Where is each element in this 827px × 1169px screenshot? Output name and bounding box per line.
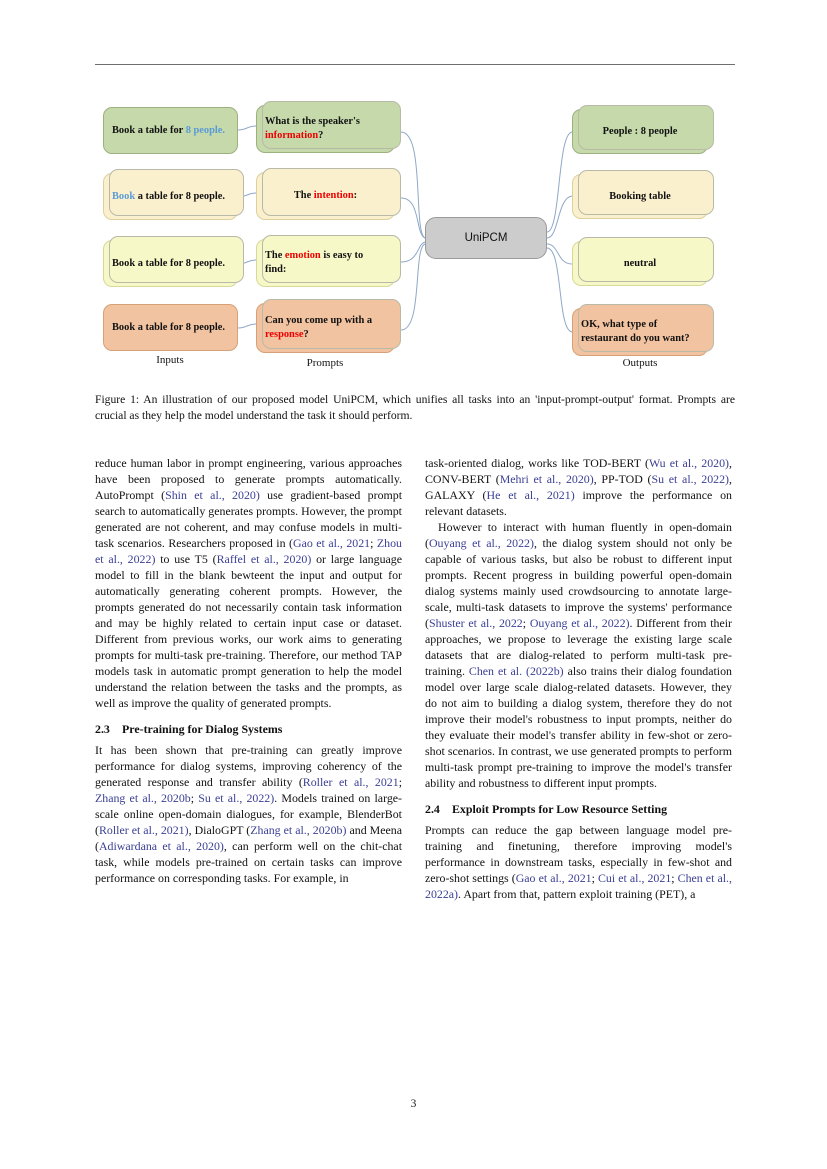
input-card-3-text: Book a table for 8 people. bbox=[112, 257, 225, 269]
section-title-2-4: Exploit Prompts for Low Resource Setting bbox=[452, 802, 668, 816]
prompt-card-3[interactable] bbox=[256, 239, 395, 287]
output-card-3[interactable] bbox=[572, 241, 708, 286]
section-heading-2-4 bbox=[425, 802, 732, 816]
output-card-1-text: People : 8 people bbox=[602, 125, 678, 137]
section-title-2-3: Pre-training for Dialog Systems bbox=[122, 722, 283, 736]
right-paragraph-3: Prompts can reduce the gap between language model pre-training and finetuning, therefore improving model's performance in downstream tasks, especially in few-shot and zero-shot settings (Gao et al., 2021; Cui et al., 2021; Chen et al., 2022a). Apart from that, pattern exploit training (PET), a bbox=[425, 823, 732, 902]
prompt-card-4[interactable] bbox=[256, 303, 395, 353]
figure-label-prompts: Prompts bbox=[306, 357, 344, 369]
prompt-card-1[interactable] bbox=[256, 105, 395, 153]
output-card-3-text: neutral bbox=[623, 257, 657, 269]
left-paragraph-2: It has been shown that pre-training can greatly improve performance for dialog systems, improving coherency of the generated response and transfer ability (Roller et al., 2021; Zhang et al., 2020b; Su et al., 2022). Models trained on large-scale online open-domain dialogues, for example, BlenderBot (Roller et al., 2021), DialoGPT (Zhang et al., 2020b) and Meena (Adiwardana et al., 2020), can perform well on the chit-chat task, while models pre-trained on certain tasks can improve performance on corresponding tasks. For example, in bbox=[95, 743, 403, 886]
input-card-3[interactable] bbox=[103, 240, 238, 287]
input-card-4-text: Book a table for 8 people. bbox=[112, 321, 225, 333]
body-column-right bbox=[425, 455, 732, 902]
figure-label-inputs: Inputs bbox=[156, 354, 184, 366]
model-node-label: UniPCM bbox=[464, 232, 508, 244]
figure-1 bbox=[95, 92, 740, 377]
section-heading-2-3 bbox=[95, 722, 402, 736]
figure-caption: Figure 1: An illustration of our proposed model UniPCM, which unifies all tasks into an 'input-prompt-output' format. Prompts are crucial as they help the model understand the task it should perform. bbox=[95, 393, 735, 422]
header-rule bbox=[95, 64, 735, 65]
left-paragraph-1: reduce human labor in prompt engineering, various approaches have been proposed to generate prompts automatically. AutoPrompt (Shin et al., 2020) use gradient-based prompt search to automatically generates prompts. However, the prompt generated are not coherent, and may confuse models in multi-task scenarios. Researchers proposed in (Gao et al., 2021; Zhou et al., 2022) to use T5 (Raffel et al., 2020) or large language model to fill in the blank bewteent the input and output for automatically generating coherent prompts. However, the prompts generated do not necessarily contain task information and may be highly related to certain input case or dataset. Different from previous works, our work aims to generating prompts for multi-task pre-training. Therefore, our method TAP models task in automatic prompt generation to help the model understand the relation between the tasks and the prompts, as well as improve the quality of generated prompts. bbox=[95, 456, 403, 710]
input-card-4[interactable] bbox=[103, 304, 238, 351]
output-card-2[interactable] bbox=[572, 174, 708, 219]
prompt-card-2[interactable] bbox=[256, 172, 395, 220]
output-card-4-text: OK, what type of restaurant do you want? bbox=[581, 319, 690, 344]
prompt-card-1-text: What is the speaker's information? bbox=[265, 116, 360, 141]
prompt-card-4-text: Can you come up with a response? bbox=[265, 315, 373, 340]
model-node-unipcm[interactable] bbox=[425, 217, 547, 259]
output-card-1[interactable] bbox=[572, 109, 708, 154]
figure-label-outputs: Outputs bbox=[622, 357, 658, 369]
input-card-2-text: Book a table for 8 people. bbox=[112, 190, 225, 202]
right-paragraph-2: However to interact with human fluently in open-domain (Ouyang et al., 2022), the dialog system should not only be capable of various tasks, but also be robust to different input prompts. Recent progress in building powerful open-domain dialog systems mainly used crowdsourcing to annotate large-scale, multi-task datasets to improve the systems' performance (Shuster et al., 2022; Ouyang et al., 2022). Different from their approaches, we propose to leverage the existing large scale datasets that are dialog-related to perform multi-task pre-training. Chen et al. (2022b) also trains their dialog foundation model over large scale dialog-related datasets. However, they do not aim to building a dialog system, therefore they do not improve their model's robustness to input prompts, neither do they evaluate their model's transfer ability in few-shot or zero-shot scenarios. In contrast, we use generated prompts to perform multi-task prompt pre-training to improve the model's transfer ability and robustness to different input prompts. bbox=[425, 520, 733, 790]
input-card-1[interactable] bbox=[103, 107, 238, 154]
section-number-2-3: 2.3 bbox=[95, 722, 110, 736]
output-card-4[interactable] bbox=[572, 308, 708, 356]
body-column-left bbox=[95, 455, 402, 886]
right-paragraph-1: task-oriented dialog, works like TOD-BERT (Wu et al., 2020), CONV-BERT (Mehri et al., 2020), PP-TOD (Su et al., 2022), GALAXY (He et al., 2021) improve the performance on relevant datasets. bbox=[425, 456, 732, 518]
input-card-1-text: Book a table for 8 people. bbox=[112, 124, 225, 136]
section-number-2-4: 2.4 bbox=[425, 802, 440, 816]
prompt-card-2-text: The intention: bbox=[293, 190, 358, 202]
prompt-card-3-text: The emotion is easy to find: bbox=[265, 250, 364, 275]
input-card-2[interactable] bbox=[103, 173, 238, 220]
page-number: 3 bbox=[410, 1098, 417, 1110]
output-card-2-text: Booking table bbox=[609, 190, 671, 202]
